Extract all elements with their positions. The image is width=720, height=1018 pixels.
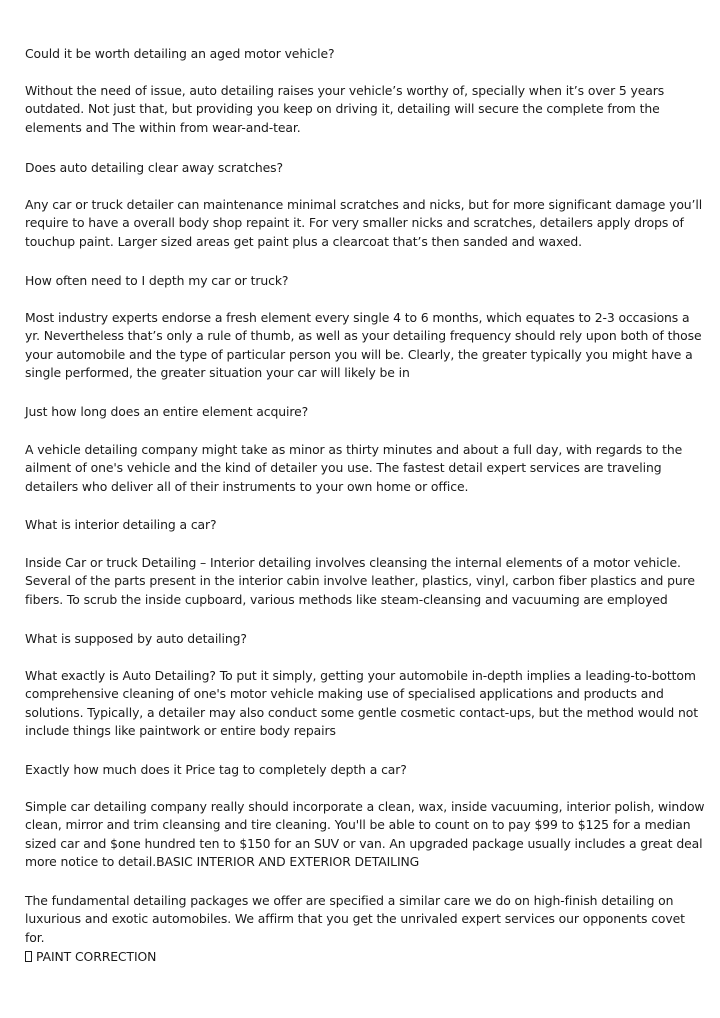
answer-paragraph: A vehicle detailing company might take as minor as thirty minutes and about a full day, with regards to the ailment of one's vehicle and the kind of detailer you use. The fastest detail expert services are traveling detailers who deliver all of their instruments to your own home or office. (25, 442, 683, 494)
question-heading: What is interior detailing a car? (25, 517, 217, 532)
section-heading-label: PAINT CORRECTION (36, 949, 157, 964)
question-heading: Just how long does an entire element acquire? (25, 404, 309, 419)
section-heading-paint-correction (25, 948, 705, 966)
answer-paragraph: Most industry experts endorse a fresh element every single 4 to 6 months, which equates to 2-3 occasions a yr. Nevertheless that’s only a rule of thumb, as well as your detailing frequency should rely upon both of those your automobile and the type of particular person you will be. Clearly, the greater typically you might have a single performed, the greater situation your car will likely be in (25, 310, 702, 380)
answer-paragraph: Any car or truck detailer can maintenance minimal scratches and nicks, but for more significant damage you’ll require to have a overall body shop repaint it. For very smaller nicks and scratches, detailers apply drops of touchup paint. Larger sized areas get paint plus a clearcoat that’s then sanded and waxed. (25, 197, 703, 249)
question-heading: Exactly how much does it Price tag to completely depth a car? (25, 762, 407, 777)
question-heading: What is supposed by auto detailing? (25, 631, 247, 646)
question-heading: Does auto detailing clear away scratches? (25, 160, 284, 175)
answer-paragraph: Without the need of issue, auto detailing raises your vehicle’s worthy of, specially when it’s over 5 years outdated. Not just that, but providing you keep on driving it, detailing will secure the complete from the elements and The within from wear-and-tear. (25, 83, 665, 135)
answer-paragraph: Inside Car or truck Detailing – Interior detailing involves cleansing the internal elements of a motor vehicle. Several of the parts present in the interior cabin involve leather, plastics, vinyl, carbon fiber plastics and pure fibers. To scrub the inside cupboard, various methods like steam-cleansing and vacuuming are employed (25, 555, 695, 607)
question-heading: How often need to I depth my car or truck? (25, 273, 289, 288)
answer-paragraph: What exactly is Auto Detailing? To put it simply, getting your automobile in-depth implies a leading-to-bottom comprehensive cleaning of one's motor vehicle making use of specialised applications and products and solutions. Typically, a detailer may also conduct some gentle cosmetic contact-ups, but the method would not include things like paintwork or entire body repairs (25, 668, 698, 738)
question-heading: Could it be worth detailing an aged motor vehicle? (25, 46, 335, 61)
answer-paragraph: Simple car detailing company really should incorporate a clean, wax, inside vacuuming, interior polish, window clean, mirror and trim cleansing and tire cleaning. You'll be able to count on to pay $99 to $125 for a median sized car and $one hundred ten to $150 for an SUV or van. An upgraded package usually includes a great deal more notice to detail.BASIC INTERIOR AND EXTERIOR DETAILING (25, 799, 705, 869)
missing-glyph-box-icon (25, 951, 32, 962)
answer-paragraph: The fundamental detailing packages we offer are specified a similar care we do on high-finish detailing on luxurious and exotic automobiles. We affirm that you get the unrivaled expert services our opponents covet for. (25, 893, 685, 945)
